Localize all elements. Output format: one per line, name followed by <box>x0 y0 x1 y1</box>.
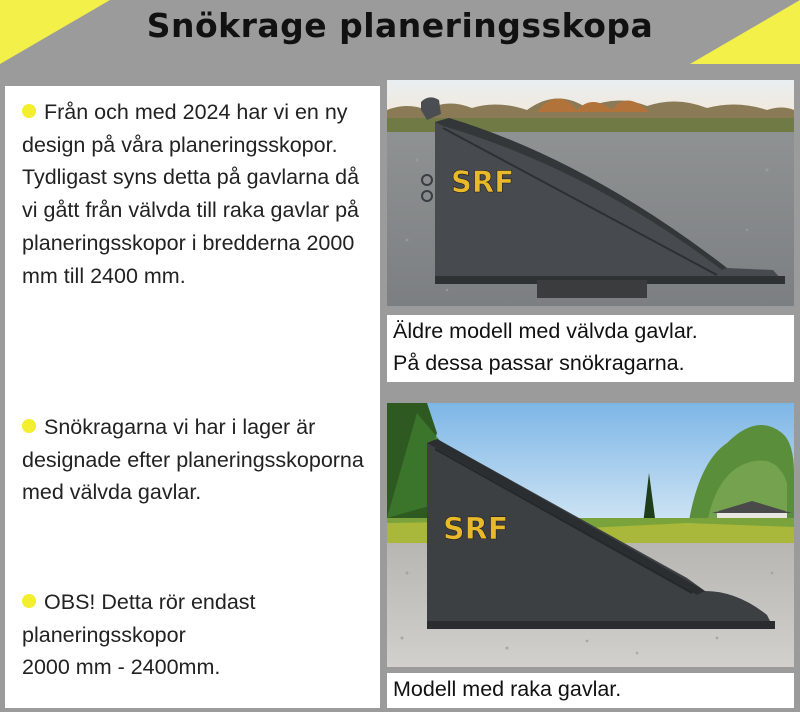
caption-old-model-line-2: På dessa passar snökragarna. <box>393 351 685 375</box>
bullet-icon <box>22 419 36 433</box>
caption-old-model-line-1: Äldre modell med välvda gavlar. <box>393 319 698 343</box>
page-title: Snökrage planeringsskopa <box>146 6 654 45</box>
info-paragraph-2-text: Snökragarna vi har i lager är designade efter planeringsskoporna med välvda gavlar. <box>22 415 364 505</box>
header-banner <box>0 0 800 64</box>
new-bucket-image <box>387 403 794 667</box>
photo-old-model <box>387 80 794 306</box>
info-paragraph-1-text: Från och med 2024 har vi en ny design på våra planeringsskopor. Tydligast syns detta på gavlarna då vi gått från välvda till raka gavlar på planeringsskopor i bredderna 2000 mm till 2400 mm. <box>22 100 360 288</box>
bullet-icon <box>22 594 36 608</box>
srf-logo: SRF <box>451 165 515 199</box>
info-paragraph-3-line-1: OBS! Detta rör endast <box>44 590 256 614</box>
old-bucket-image <box>387 80 794 306</box>
photo-new-model <box>387 403 794 667</box>
info-paragraph-1 <box>22 96 374 292</box>
info-paragraph-3-line-2: planeringsskopor <box>22 622 186 647</box>
srf-logo: SRF <box>443 512 509 547</box>
info-paragraph-2 <box>22 411 374 509</box>
bullet-icon <box>22 104 36 118</box>
caption-new-model-text: Modell med raka gavlar. <box>393 677 622 701</box>
caption-old-model <box>387 315 794 382</box>
info-panel <box>5 86 380 708</box>
caption-new-model <box>387 673 794 708</box>
info-paragraph-3-line-3: 2000 mm - 2400mm. <box>22 655 221 680</box>
info-paragraph-3 <box>22 586 374 684</box>
